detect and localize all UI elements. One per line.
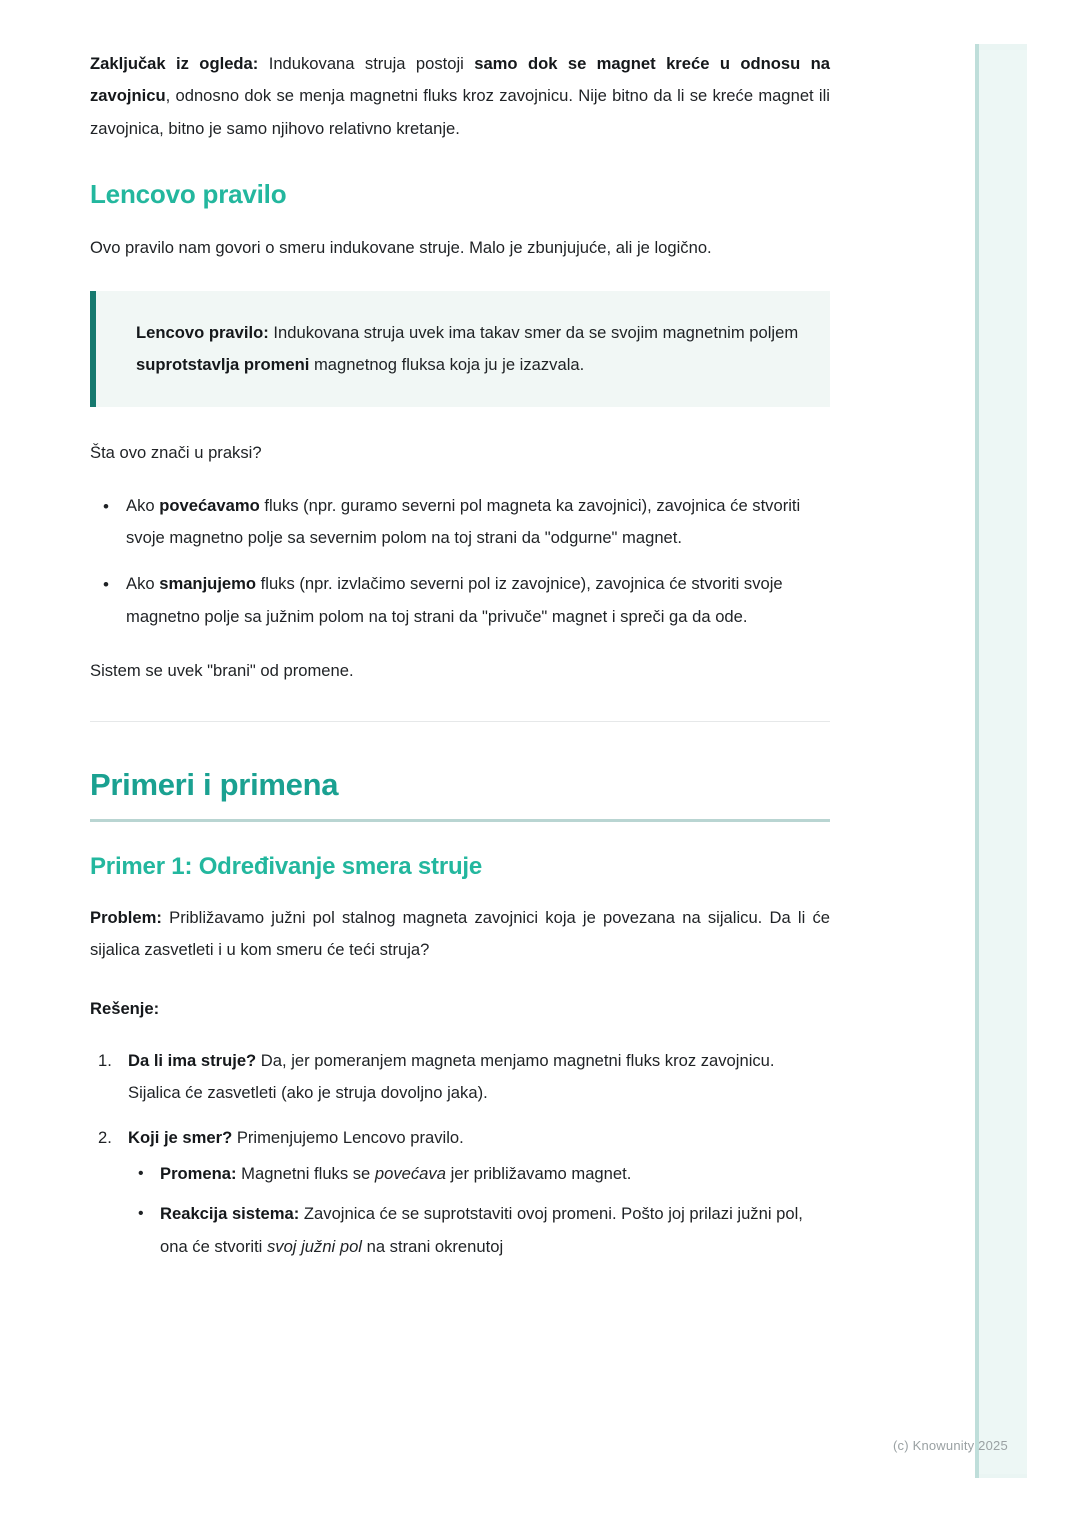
callout-text-c: magnetnog fluksa koja ju je izazvala. (309, 354, 585, 374)
list-item (90, 1045, 830, 1110)
conclusion-paragraph (90, 48, 830, 145)
substep-2-text-a: Zavojnica će se suprotstaviti ovoj promeni. Pošto joj prilazi južni pol, ona će stvoriti (160, 1204, 803, 1256)
conclusion-text-c: , odnosno dok se menja magnetni fluks kroz zavojnicu. Nije bitno da li se kreće magnet ili zavojnica, bitno je samo njihovo relativno kretanje. (90, 86, 830, 138)
step-1-rest: Da, jer pomeranjem magneta menjamo magnetni fluks kroz zavojnicu. Sijalica će zasvetleti (ako je struja dovoljno jaka). (128, 1051, 775, 1103)
lenz-closing-line: Sistem se uvek "brani" od promene. (90, 660, 354, 680)
substep-2-bold: Reakcija sistema: (160, 1204, 300, 1224)
step-2-substeps-list (128, 1158, 830, 1263)
practice-question: Šta ovo znači u praksi? (90, 443, 262, 463)
solution-label (90, 993, 830, 1025)
bullet-2-rest: fluks (npr. izvlačimo severni pol iz zavojnice), zavojnica će stvoriti svoje magnetno polje sa južnim polom na toj strani da "privuče" magnet i spreči ga da ode. (126, 574, 783, 626)
lenz-intro-paragraph: Ovo pravilo nam govori o smeru indukovane struje. Malo je zbunjujuće, ali je logično. (90, 238, 712, 258)
step-2-rest: Primenjujemo Lencovo pravilo. (232, 1127, 464, 1147)
bullet-1-bold: povećavamo (159, 495, 260, 515)
callout-label: Lencovo pravilo: (136, 322, 269, 342)
substep-1-bold: Promena: (160, 1164, 237, 1184)
major-heading-underline (90, 819, 830, 822)
heading-primer-1: Primer 1: Određivanje smera struje (90, 853, 483, 881)
list-item (128, 1198, 830, 1263)
substep-1-italic: povećava (374, 1164, 446, 1184)
step-1-bold: Da li ima struje? (128, 1051, 257, 1071)
page-edge-strip-inner (979, 50, 1027, 1474)
bullet-1-rest: fluks (npr. guramo severni pol magneta ka zavojnici), zavojnica će stvoriti svoje magnetno polje sa severnim polom na toj strani da "odgurne" magnet. (126, 495, 801, 547)
bullet-2-bold: smanjujemo (159, 574, 257, 594)
callout-text-a: Indukovana struja uvek ima takav smer da se svojim magnetnim poljem (268, 322, 799, 342)
heading-lencovo-pravilo: Lencovo pravilo (90, 179, 287, 210)
conclusion-text-a: Indukovana struja postoji (258, 54, 475, 73)
step-2-bold: Koji je smer? (128, 1127, 233, 1147)
conclusion-bold-b: samo dok se magnet kreće u odnosu na zavojnicu (90, 54, 831, 106)
substep-2-italic: svoj južni pol (266, 1236, 362, 1256)
heading-primeri-i-primena: Primeri i primena (90, 767, 339, 803)
list-item (90, 1122, 830, 1263)
list-item (128, 1158, 830, 1190)
callout-bold-b: suprotstavlja promeni (136, 354, 310, 374)
conclusion-label: Zaključak iz ogleda: (90, 54, 259, 73)
list-item (90, 490, 830, 555)
problem-label: Problem: (90, 908, 162, 928)
section-divider (90, 721, 830, 722)
problem-paragraph (90, 902, 830, 967)
list-item (90, 568, 830, 633)
copyright-watermark: (c) Knowunity 2025 (893, 1438, 1008, 1453)
page-edge-strip (975, 44, 1027, 1478)
substep-1-text-c: jer približavamo magnet. (445, 1164, 632, 1184)
bullet-2-lead: Ako (126, 574, 160, 594)
bullet-1-lead: Ako (126, 495, 160, 515)
lenz-consequences-list (90, 490, 830, 633)
substep-1-text-a: Magnetni fluks se (236, 1164, 375, 1184)
callout-paragraph (136, 317, 800, 382)
problem-text: Približavamo južni pol stalnog magneta zavojnici koja je povezana na sijalicu. Da li će sijalica zasvetleti i u kom smeru će teći struja? (90, 908, 830, 960)
lenz-rule-callout (90, 291, 830, 408)
solution-steps-list (90, 1045, 830, 1263)
substep-2-text-c: na strani okrenutoj (362, 1236, 504, 1256)
document-content (90, 48, 830, 1275)
solution-label-text: Rešenje: (90, 998, 160, 1018)
